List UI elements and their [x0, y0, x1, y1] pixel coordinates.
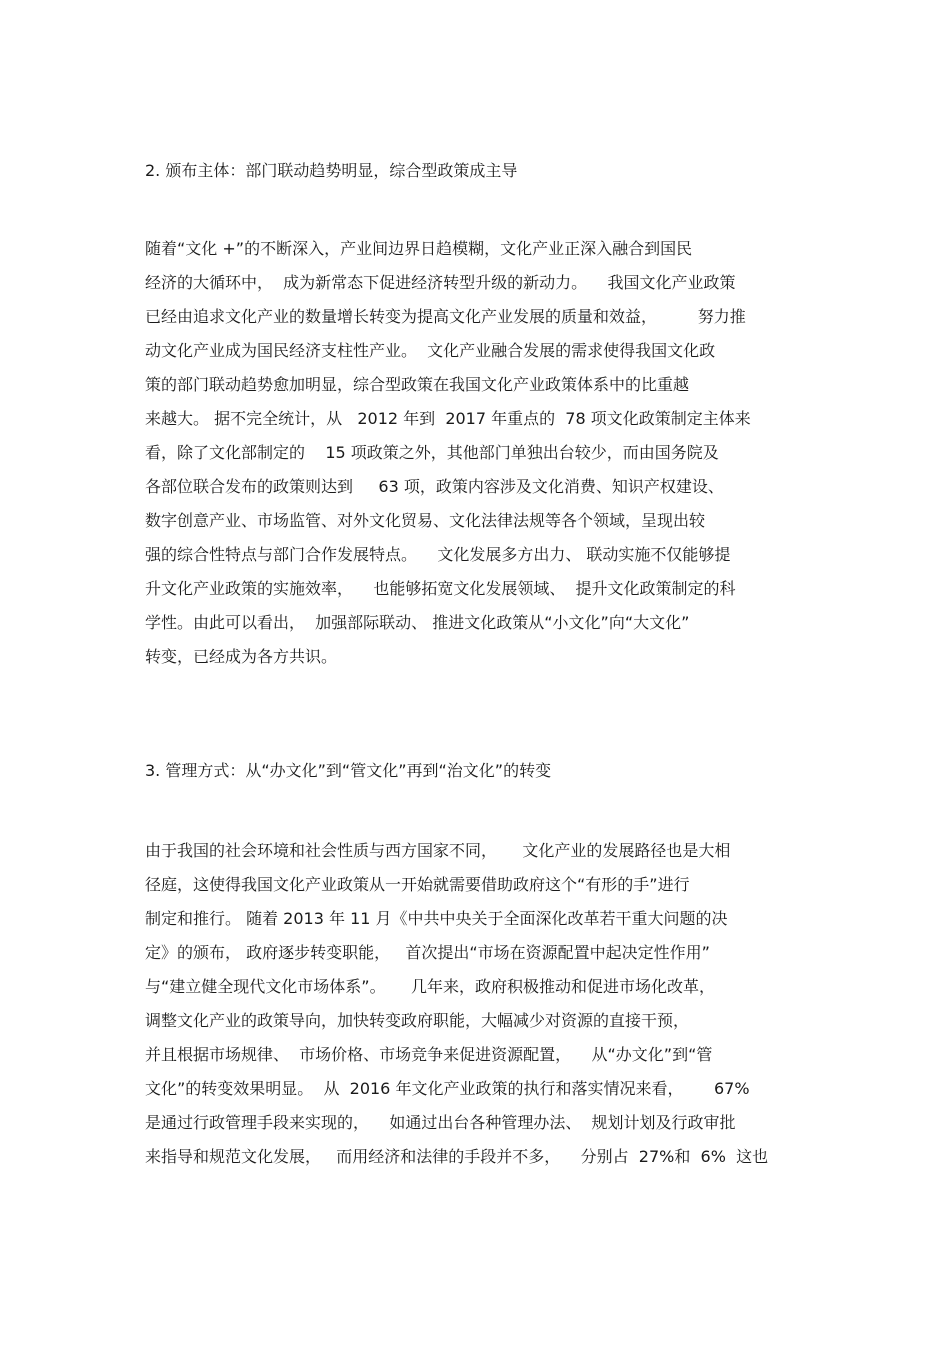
text-line: 动文化产业成为国民经济支柱性产业。 文化产业融合发展的需求使得我国文化政	[145, 341, 716, 360]
paragraph-publishing-entities	[145, 232, 825, 674]
text-line: 并且根据市场规律、 市场价格、市场竞争来促进资源配置， 从“办文化”到“管	[145, 1045, 713, 1064]
text-line: 升文化产业政策的实施效率， 也能够拓宽文化发展领域、 提升文化政策制定的科	[145, 579, 736, 598]
text-line: 强的综合性特点与部门合作发展特点。 文化发展多方出力、 联动实施不仅能够提	[145, 545, 731, 564]
text-line: 与“建立健全现代文化市场体系”。 几年来，政府积极推动和促进市场化改革，	[145, 977, 716, 996]
text-line: 经济的大循环中， 成为新常态下促进经济转型升级的新动力。 我国文化产业政策	[145, 273, 736, 292]
text-line: 来越大。 据不完全统计，从 2012 年到 2017 年重点的 78 项文化政策制定主体来	[145, 409, 751, 428]
text-line: 学性。由此可以看出， 加强部际联动、 推进文化政策从“小文化”向“大文化”	[145, 613, 690, 632]
text-line: 制定和推行。 随着 2013 年 11 月《中共中央关于全面深化改革若干重大问题的决	[145, 909, 728, 928]
section-heading-3: 3. 管理方式：从“办文化”到“管文化”再到“治文化”的转变	[145, 761, 552, 780]
text-line: 已经由追求文化产业的数量增长转变为提高文化产业发展的质量和效益， 努力推	[145, 307, 746, 326]
text-line: 转变，已经成为各方共识。	[145, 647, 338, 666]
text-line: 径庭，这使得我国文化产业政策从一开始就需要借助政府这个“有形的手”进行	[145, 875, 690, 894]
text-line: 看，除了文化部制定的 15 项政策之外，其他部门单独出台较少，而由国务院及	[145, 443, 719, 462]
text-line: 调整文化产业的政策导向，加快转变政府职能，大幅减少对资源的直接干预，	[145, 1011, 690, 1030]
text-line: 由于我国的社会环境和社会性质与西方国家不同， 文化产业的发展路径也是大相	[145, 841, 731, 860]
text-line: 文化”的转变效果明显。 从 2016 年文化产业政策的执行和落实情况来看， 67%	[145, 1079, 750, 1098]
text-line: 是通过行政管理手段来实现的， 如通过出台各种管理办法、 规划计划及行政审批	[145, 1113, 736, 1132]
section-heading-2: 2. 颁布主体：部门联动趋势明显，综合型政策成主导	[145, 161, 518, 180]
text-line: 各部位联合发布的政策则达到 63 项，政策内容涉及文化消费、知识产权建设、	[145, 477, 724, 496]
paragraph-management-approach	[145, 834, 825, 1174]
text-line: 数字创意产业、市场监管、对外文化贸易、文化法律法规等各个领域，呈现出较	[145, 511, 706, 530]
text-line: 来指导和规范文化发展， 而用经济和法律的手段并不多， 分别占 27%和 6% 这也	[145, 1147, 769, 1166]
text-line: 随着“文化 +”的不断深入，产业间边界日趋模糊，文化产业正深入融合到国民	[145, 239, 693, 258]
text-line: 定》的颁布， 政府逐步转变职能， 首次提出“市场在资源配置中起决定性作用”	[145, 943, 710, 962]
text-line: 策的部门联动趋势愈加明显，综合型政策在我国文化产业政策体系中的比重越	[145, 375, 690, 394]
